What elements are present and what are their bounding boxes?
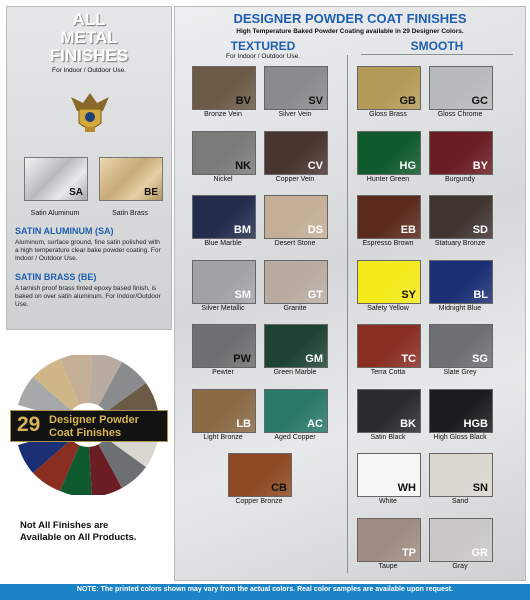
swatch-espresso-brown [357, 195, 421, 239]
swatch-satin-aluminum [24, 157, 88, 201]
swatch-code: SV [308, 95, 323, 107]
powder-coat-title: DESIGNER POWDER COAT FINISHES [233, 11, 467, 26]
swatch-label: Hunter Green [366, 175, 410, 183]
eagle-badge-logo-icon [69, 87, 111, 137]
swatch-label: Aged Copper [274, 433, 316, 441]
title-line-2: METAL [60, 28, 118, 47]
availability-line-1: Not All Finishes are [20, 520, 109, 531]
swatch-label: High Gloss Black [433, 433, 487, 441]
metal-subtitle: For Indoor / Outdoor Use. [51, 67, 127, 74]
swatch-label: Midnight Blue [438, 304, 482, 312]
swatch-code: BL [473, 288, 488, 301]
swatch-label: Desert Stone [274, 240, 316, 247]
swatch-burgundy [429, 131, 493, 175]
swatch-code: BY [472, 159, 488, 172]
swatch-code: GB [399, 95, 416, 107]
swatch-code: SD [472, 224, 488, 236]
swatch-label: Satin Brass [112, 210, 148, 217]
swatch-code: HG [399, 159, 416, 172]
color-variance-note: NOTE: The printed colors shown may vary from the actual colors. Real color samples are available upon request. [76, 586, 454, 593]
powder-coat-subtitle: High Temperature Baked Powder Coating available in 29 Designer Colors. [236, 28, 464, 35]
swatch-code: TP [401, 546, 416, 559]
swatch-label: Green Marble [273, 369, 317, 376]
swatch-desert-stone [264, 195, 328, 239]
swatch-code: CV [307, 159, 323, 172]
textured-note: For Indoor / Outdoor Use. [225, 53, 301, 60]
swatch-satin-brass [99, 157, 163, 201]
textured-heading: TEXTURED [230, 39, 296, 53]
swatch-label: Safety Yellow [367, 304, 409, 312]
swatch-label: Gloss Brass [369, 111, 407, 118]
swatch-code: GT [307, 288, 323, 301]
satin-brass-description: A tarnish proof brass tinted epoxy based finish, is baked on over satin aluminum. For Indoor/Outdoor Use. [15, 285, 161, 308]
swatch-code: BE [144, 187, 158, 198]
swatch-silver-vein [264, 66, 328, 110]
swatch-label: Bronze Vein [204, 111, 242, 118]
swatch-light-bronze [192, 389, 256, 433]
swatch-gloss-chrome [429, 66, 493, 110]
title-line-3: FINISHES [49, 46, 129, 65]
swatch-granite [264, 260, 328, 304]
swatch-label: Blue Marble [204, 240, 242, 247]
swatch-slate-grey [429, 324, 493, 368]
swatch-label: Slate Grey [443, 369, 477, 376]
swatch-code: GM [305, 353, 323, 365]
availability-note [20, 520, 137, 544]
swatch-bronze-vein [192, 66, 256, 110]
swatch-label: Nickel [213, 175, 233, 183]
swatch-gloss-brass [357, 66, 421, 110]
swatch-code: SM [234, 288, 251, 301]
swatch-taupe [357, 518, 421, 562]
swatch-code: GC [471, 95, 488, 107]
swatch-code: BV [235, 95, 251, 107]
swatch-code: SN [472, 482, 488, 494]
swatch-hunter-green [357, 131, 421, 175]
swatch-code: HGB [463, 417, 488, 430]
fan-number: 29 [17, 413, 41, 436]
swatch-code: DS [307, 224, 323, 236]
swatch-copper-bronze [228, 453, 292, 497]
swatch-code: LB [236, 417, 251, 430]
swatch-pewter [192, 324, 256, 368]
fan-text-band [10, 410, 168, 442]
swatch-nickel [192, 131, 256, 175]
swatch-label: Gray [452, 562, 468, 570]
satin-brass-heading: SATIN BRASS (BE) [15, 272, 97, 282]
swatch-statuary-bronze [429, 195, 493, 239]
title-line-1: ALL [72, 10, 106, 29]
swatch-code: NK [235, 159, 251, 172]
swatch-code: SG [472, 353, 488, 365]
availability-line-2: Available on All Products. [20, 532, 137, 543]
fan-line-2: Coat Finishes [49, 427, 122, 439]
swatch-label: Satin Black [370, 433, 406, 441]
swatch-white [357, 453, 421, 497]
metal-finishes-panel [6, 6, 172, 330]
swatch-aged-copper [264, 389, 328, 433]
swatch-label: Pewter [212, 369, 234, 376]
swatch-code: TC [401, 353, 416, 365]
swatch-green-marble [264, 324, 328, 368]
swatch-midnight-blue [429, 260, 493, 304]
swatch-code: AC [307, 417, 323, 430]
swatch-label: Silver Vein [278, 111, 312, 118]
swatch-safety-yellow [357, 260, 421, 304]
swatch-label: Espresso Brown [362, 240, 414, 247]
smooth-heading: SMOOTH [410, 39, 464, 53]
swatch-gray [429, 518, 493, 562]
swatch-code: CB [271, 482, 287, 494]
swatch-code: PW [233, 353, 251, 365]
swatch-code: BK [400, 417, 416, 430]
satin-aluminum-description: Aluminum, surface ground, fine satin polished with a high temperature clear bake powder coating. For Indoor / Outdoor Use. [15, 239, 161, 262]
swatch-label: Gloss Chrome [437, 111, 483, 118]
swatch-label: Taupe [378, 562, 398, 570]
swatch-label: White [379, 498, 397, 505]
swatch-label: Sand [451, 498, 469, 505]
swatch-label: Granite [283, 304, 307, 312]
swatch-code: WH [397, 482, 416, 494]
swatch-silver-metallic [192, 260, 256, 304]
swatch-label: Burgundy [445, 175, 475, 183]
swatch-label: Copper Vein [275, 175, 315, 183]
swatch-label: Copper Bronze [235, 498, 283, 505]
swatch-satin-black [357, 389, 421, 433]
column-divider [347, 55, 348, 573]
swatch-label: Satin Aluminum [30, 210, 80, 217]
swatch-sand [429, 453, 493, 497]
swatch-code: SA [69, 187, 83, 198]
swatch-label: Terra Cotta [370, 369, 406, 376]
swatch-code: GR [471, 546, 488, 559]
swatch-blue-marble [192, 195, 256, 239]
swatch-copper-vein [264, 131, 328, 175]
swatch-label: Statuary Bronze [434, 240, 486, 247]
metal-finishes-title [7, 11, 171, 65]
satin-aluminum-heading: SATIN ALUMINUM (SA) [15, 226, 114, 236]
swatch-code: BM [233, 224, 251, 236]
swatch-code: EB [400, 224, 416, 236]
fan-line-1: Designer Powder [49, 414, 139, 426]
swatch-code: SY [401, 288, 416, 301]
swatch-label: Silver Metallic [201, 304, 245, 312]
swatch-terra-cotta [357, 324, 421, 368]
swatch-high-gloss-black [429, 389, 493, 433]
smooth-underline [361, 54, 513, 55]
swatch-label: Light Bronze [203, 433, 243, 441]
